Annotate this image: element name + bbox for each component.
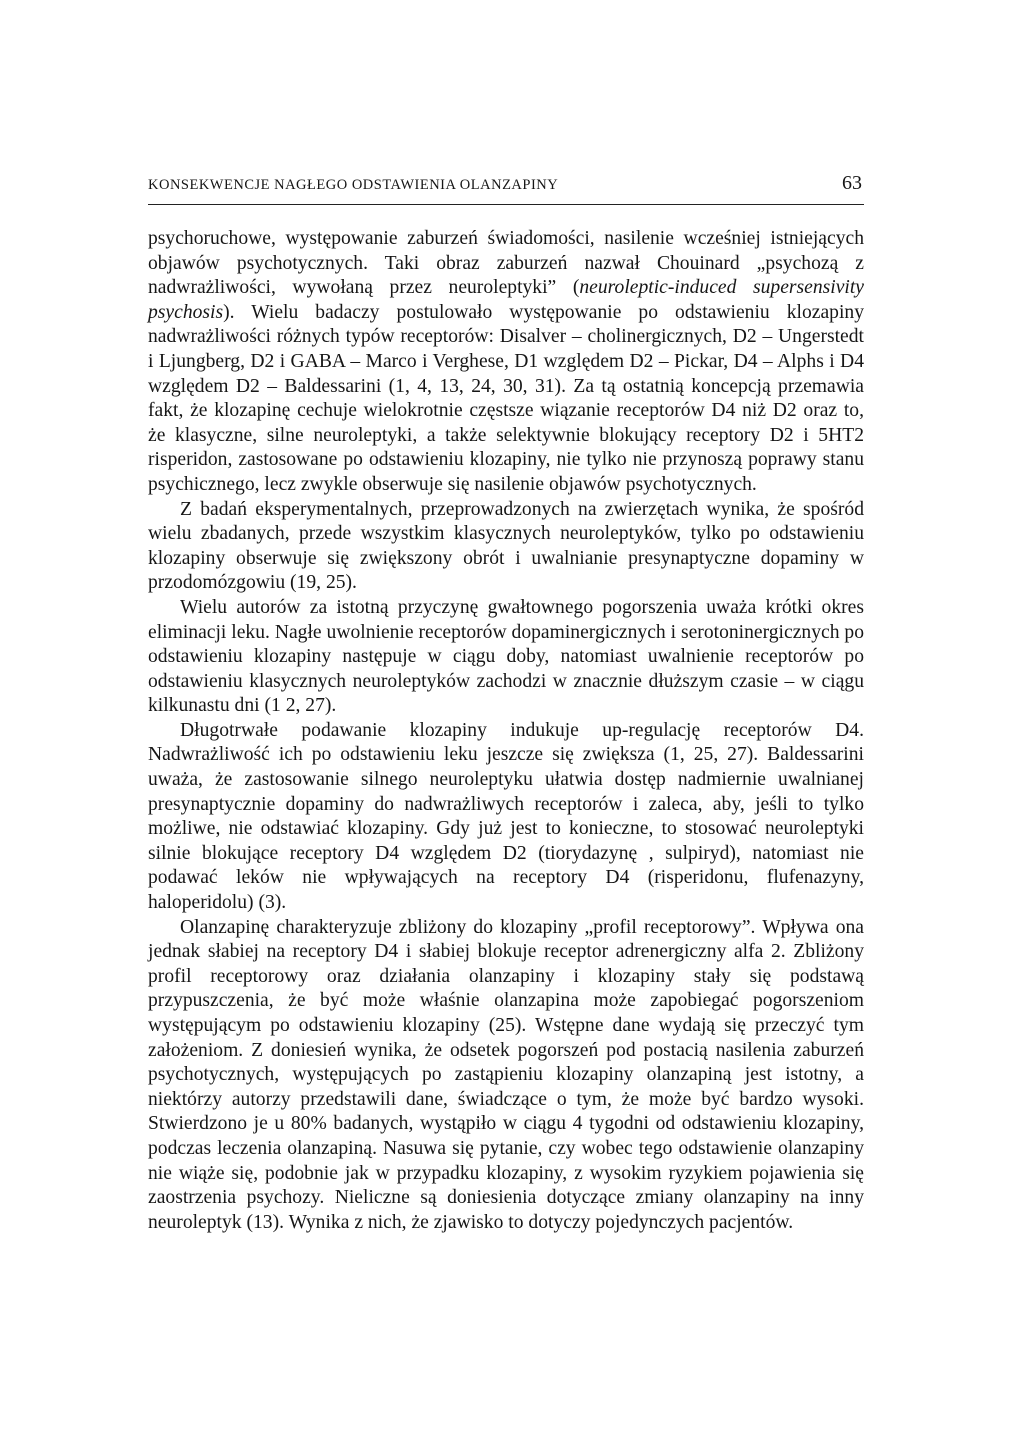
paragraph-1-text-b: ). Wielu badaczy postulowało występowanie po odstawieniu klozapiny nadwrażliwości różnych typów receptorów: Disalver – cholinergicznych, D2 – Ungerstedt i Ljungberg, D2 i GABA – Marco i Verghese, D1 względem D2 – Pickar, D4 – Alphs i D4 względem D2 – Baldessarini (1, 4, 13, 24, 30, 31). Za tą ostatnią koncepcją przemawia fakt, że klozapinę cechuje wielokrotnie częstsze wiązanie receptorów D4 niż D2 oraz to, że klasyczne, silne neuroleptyki, a także selektywnie blokujący receptory D2 i 5HT2 risperidon, zastosowane po odstawieniu klozapiny, nie tylko nie przynoszą poprawy stanu psychicznego, lecz zwykle obserwuje się nasilenie objawów psychotycznych. xyxy=(148,301,864,495)
body-text xyxy=(148,227,864,1235)
paragraph-2: Z badań eksperymentalnych, przeprowadzonych na zwierzętach wynika, że spośród wielu zbadanych, przede wszystkim klasycznych neuroleptyków, tylko po odstawieniu klozapiny obserwuje się zwiększony obrót i uwalnianie presynaptyczne dopaminy w przodomózgowiu (19, 25). xyxy=(148,498,864,594)
running-header xyxy=(148,172,864,205)
paragraph-5: Olanzapinę charakteryzuje zbliżony do klozapiny „profil receptorowy”. Wpływa ona jednak słabiej na receptory D4 i słabiej blokuje receptor adrenergiczny alfa 2. Zbliżony profil receptorowy oraz działania olanzapiny i klozapiny stały się podstawą przypuszczenia, że być może właśnie olanzapina może zapobiegać pogorszeniom występującym po odstawieniu klozapiny (25). Wstępne dane wydają się przeczyć tym założeniom. Z doniesień wynika, że odsetek pogorszeń pod postacią nasilenia zaburzeń psychotycznych, występujących po zastąpieniu klozapiny olanzapiną jest istotny, a niektórzy autorzy przedstawili dane, świadczące o tym, że może być bardzo wysoki. Stwierdzono je u 80% badanych, wystąpiło w ciągu 4 tygodni od odstawieniu klozapiny, podczas leczenia olanzapiną. Nasuwa się pytanie, czy wobec tego odstawienie olanzapiny nie wiąże się, podobnie jak w przypadku klozapiny, z wysokim ryzykiem pojawienia się zaostrzenia psychozy. Nieliczne są doniesienia dotyczące zmiany olanzapiny na inny neuroleptyk (13). Wynika z nich, że zjawisko to dotyczy pojedynczych pacjentów. xyxy=(148,916,864,1233)
page-number: 63 xyxy=(842,172,862,194)
running-title: KONSEKWENCJE NAGŁEGO ODSTAWIENIA OLANZAPINY xyxy=(148,177,559,193)
paragraph-1 xyxy=(148,227,864,498)
paragraph-3: Wielu autorów za istotną przyczynę gwałtownego pogorszenia uważa krótki okres eliminacji leku. Nagłe uwolnienie receptorów dopaminergicznych i serotoninergicznych po odstawieniu klozapiny następuje w ciągu doby, natomiast uwalnienie receptorów po odstawieniu klasycznych neuroleptyków zachodzi w znacznie dłuższym czasie – w ciągu kilkunastu dni (1 2, 27). xyxy=(148,596,864,717)
paragraph-4: Długotrwałe podawanie klozapiny indukuje up-regulację receptorów D4. Nadwrażliwość ich po odstawieniu leku jeszcze się zwiększa (1, 25, 27). Baldessarini uważa, że zastosowanie silnego neuroleptyku ułatwia dostęp nadmiernie uwalnianej presynaptycznie dopaminy do nadwrażliwych receptorów i zaleca, aby, jeśli to tylko możliwe, nie odstawiać klozapiny. Gdy już jest to konieczne, to stosować neuroleptyki silnie blokujące receptory D4 względem D2 (tiorydazynę , sulpiryd), natomiast nie podawać leków nie wpływających na receptory D4 (risperidonu, flufenazyny, haloperidolu) (3). xyxy=(148,719,864,914)
paragraph-1-text-a: psychoruchowe, występowanie zaburzeń świadomości, nasilenie wcześniej istniejących objawów psychotycznych. Taki obraz zaburzeń nazwał Chouinard „psychozą z nadwrażliwości, wywołaną przez neuroleptyki” ( xyxy=(148,228,864,299)
page xyxy=(148,172,864,1235)
paragraph-1-italic-term: neuroleptic-induced supersensivity psychosis xyxy=(148,277,864,323)
